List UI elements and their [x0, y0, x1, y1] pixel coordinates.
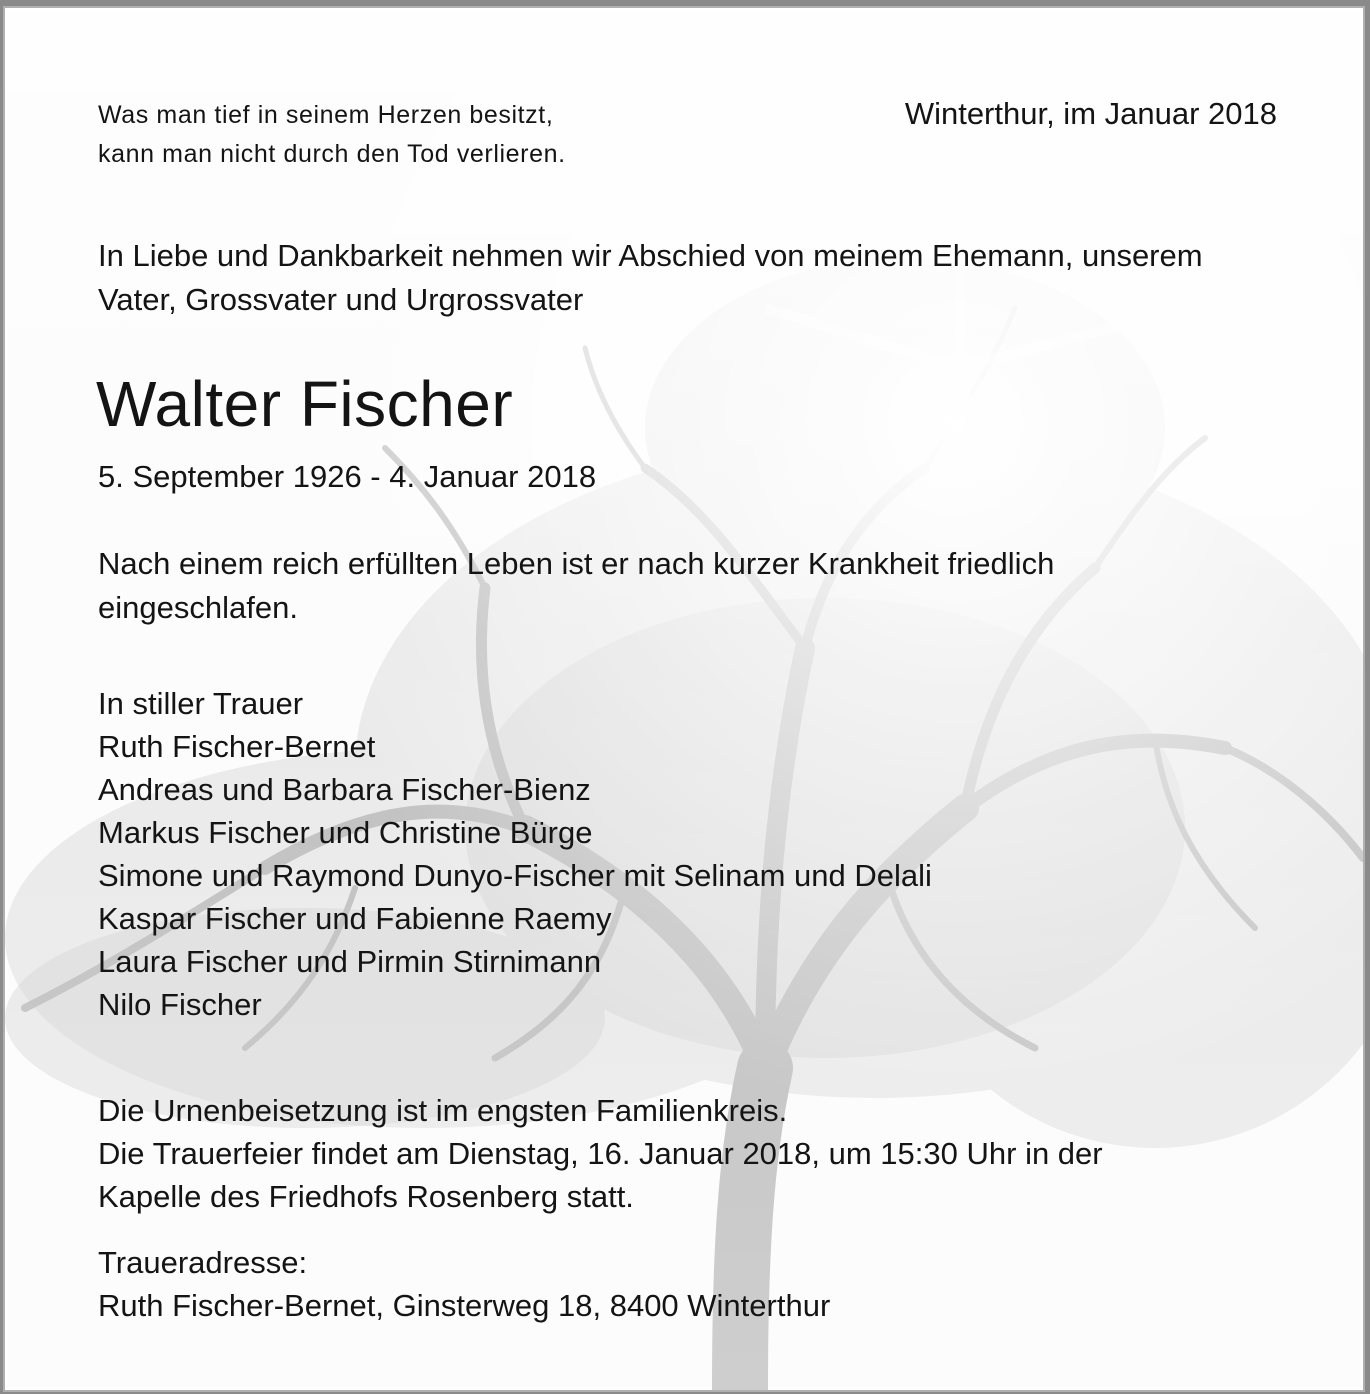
- address-label: Traueradresse:: [98, 1245, 308, 1280]
- ceremony-line: Kapelle des Friedhofs Rosenberg statt.: [98, 1179, 634, 1214]
- ceremony-line: Die Urnenbeisetzung ist im engsten Familienkreis.: [98, 1093, 788, 1128]
- mourners-heading: In stiller Trauer: [98, 686, 304, 721]
- motto-quote: [98, 96, 566, 174]
- life-dates: 5. September 1926 - 4. Januar 2018: [98, 459, 597, 494]
- death-note-line: eingeschlafen.: [98, 590, 298, 625]
- death-note: [98, 542, 1054, 630]
- mourner-name: Nilo Fischer: [98, 987, 262, 1022]
- mourners-list: [98, 682, 932, 1026]
- place-date: Winterthur, im Januar 2018: [904, 96, 1277, 131]
- mourner-name: Kaspar Fischer und Fabienne Raemy: [98, 901, 612, 936]
- intro-text: [98, 234, 1203, 322]
- mourner-name: Simone und Raymond Dunyo-Fischer mit Selinam und Delali: [98, 858, 932, 893]
- deceased-name: Walter Fischer: [96, 368, 514, 440]
- mourner-name: Ruth Fischer-Bernet: [98, 729, 376, 764]
- intro-line: Vater, Grossvater und Urgrossvater: [98, 282, 584, 317]
- motto-line: Was man tief in seinem Herzen besitzt,: [98, 101, 554, 129]
- address-value: Ruth Fischer-Bernet, Ginsterweg 18, 8400 Winterthur: [98, 1288, 831, 1323]
- intro-line: In Liebe und Dankbarkeit nehmen wir Abschied von meinem Ehemann, unserem: [98, 238, 1203, 273]
- ceremony-line: Die Trauerfeier findet am Dienstag, 16. Januar 2018, um 15:30 Uhr in der: [98, 1136, 1103, 1171]
- obituary-card: [3, 6, 1365, 1392]
- mourning-address: [98, 1241, 830, 1327]
- mourner-name: Markus Fischer und Christine Bürge: [98, 815, 593, 850]
- motto-line: kann man nicht durch den Tod verlieren.: [98, 140, 566, 168]
- ceremony-notice: [98, 1089, 1103, 1218]
- mourner-name: Laura Fischer und Pirmin Stirnimann: [98, 944, 602, 979]
- death-note-line: Nach einem reich erfüllten Leben ist er nach kurzer Krankheit friedlich: [98, 546, 1055, 581]
- mourner-name: Andreas und Barbara Fischer-Bienz: [98, 772, 591, 807]
